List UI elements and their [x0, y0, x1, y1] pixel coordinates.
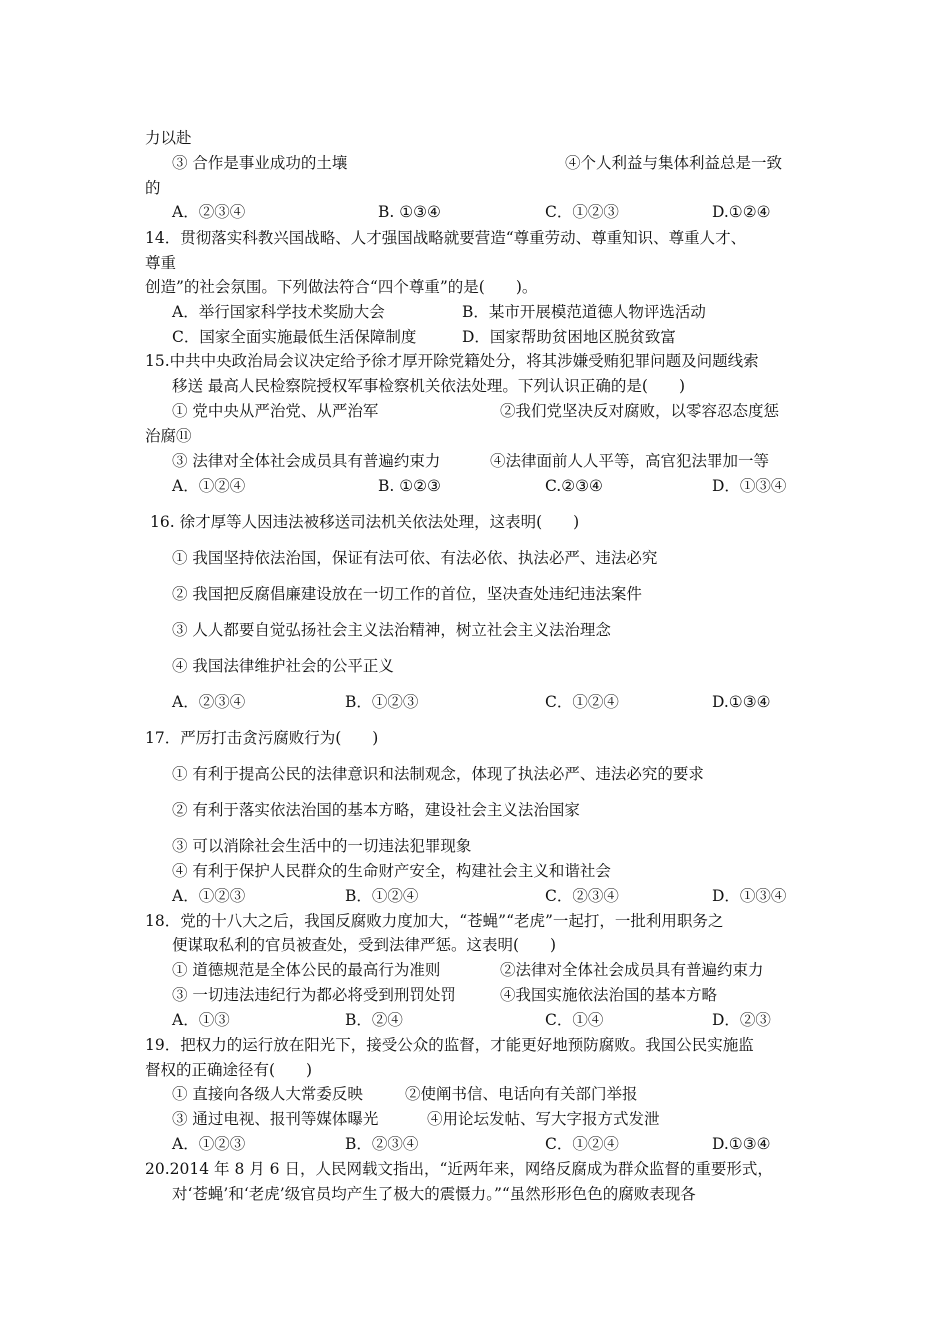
text-line: ③ 人人都要自觉弘扬社会主义法治精神，树立社会主义法治理念 [172, 621, 611, 639]
question-18: 18．党的十八大之后，我国反腐败力度加大，“苍蝇”“老虎”一起打，一批利用职务之 [145, 912, 724, 930]
option-c: C.②③④ [545, 477, 603, 495]
option-d: D．②③ [712, 1011, 771, 1029]
text-line: ④我国实施依法治国的基本方略 [500, 986, 718, 1004]
option-c: C．①②④ [545, 1135, 619, 1153]
option-d: D.①③④ [712, 693, 771, 711]
option-c: C．②③④ [545, 887, 619, 905]
option-d: D．①③④ [712, 887, 787, 905]
text-line: ④用论坛发帖、写大字报方式发泄 [427, 1110, 660, 1128]
option-a: A．②③④ [172, 693, 246, 711]
text-line: ②使阐书信、电话向有关部门举报 [405, 1085, 638, 1103]
text-line: 力以赴 [145, 129, 192, 147]
text-line: ① 有利于提高公民的法律意识和法制观念，体现了执法必严、违法必究的要求 [172, 765, 704, 783]
question-20: 20.2014 年 8 月 6 日，人民网载文指出，“近两年来，网络反腐成为群众监督的重要形式， [145, 1160, 773, 1178]
option-d: D.①②④ [712, 203, 771, 221]
option-a: A．①②④ [172, 477, 246, 495]
text-line: ③ 一切违法违纪行为都必将受到刑罚处罚 [172, 986, 456, 1004]
text-line: ④个人利益与集体利益总是一致 [565, 154, 783, 172]
question-19: 19．把权力的运行放在阳光下，接受公众的监督，才能更好地预防腐败。我国公民实施监 [145, 1036, 754, 1054]
text-line: ②我们党坚决反对腐败，以零容忍态度惩 [500, 402, 780, 420]
text-line: ②法律对全体社会成员具有普遍约束力 [500, 961, 764, 979]
text-line: 的 [145, 179, 161, 197]
text-line: ④ 我国法律维护社会的公平正义 [172, 657, 394, 675]
text-line: 便谋取私利的官员被查处，受到法律严惩。这表明( ) [172, 936, 557, 954]
text-line: 创造”的社会氛围。下列做法符合“四个尊重”的是( )。 [145, 278, 538, 296]
option-d: D．国家帮助贫困地区脱贫致富 [462, 328, 676, 346]
text-line: ① 我国坚持依法治国，保证有法可依、有法必依、执法必严、违法必究 [172, 549, 658, 567]
text-line: 尊重 [145, 254, 177, 272]
text-line: 对‘苍蝇’和‘老虎’级官员均产生了极大的震慑力。”“虽然形形色色的腐败表现各 [172, 1185, 696, 1203]
option-b: B. ①③④ [378, 203, 441, 221]
text-line: ② 有利于落实依法治国的基本方略，建设社会主义法治国家 [172, 801, 580, 819]
text-line: 督权的正确途径有( ) [145, 1061, 313, 1079]
option-a: A．①③ [172, 1011, 230, 1029]
text-line: 治腐⑪ [145, 427, 192, 445]
option-a: A．①②③ [172, 1135, 246, 1153]
text-line: ③ 合作是事业成功的土壤 [172, 154, 348, 172]
option-b: B．①②④ [345, 887, 419, 905]
option-c: C．国家全面实施最低生活保障制度 [172, 328, 417, 346]
option-a: A．①②③ [172, 887, 246, 905]
question-14: 14．贯彻落实科教兴国战略、人才强国战略就要营造“尊重劳动、尊重知识、尊重人才、 [145, 229, 747, 247]
option-a: A．②③④ [172, 203, 246, 221]
text-line: ① 党中央从严治党、从严治军 [172, 402, 379, 420]
option-b: B．①②③ [345, 693, 419, 711]
question-15: 15.中共中央政治局会议决定给予徐才厚开除党籍处分，将其涉嫌受贿犯罪问题及问题线索 [145, 352, 759, 370]
option-a: A．举行国家科学技术奖励大会 [172, 303, 385, 321]
option-c: C．①②④ [545, 693, 619, 711]
option-d: D．①③④ [712, 477, 787, 495]
option-c: C．①④ [545, 1011, 604, 1029]
text-line: ① 直接向各级人大常委反映 [172, 1085, 363, 1103]
text-line: ④法律面前人人平等，高官犯法罪加一等 [490, 452, 770, 470]
option-d: D.①③④ [712, 1135, 771, 1153]
option-b: B．②③④ [345, 1135, 419, 1153]
option-b: B．某市开展模范道德人物评选活动 [462, 303, 706, 321]
option-b: B. ①②③ [378, 477, 441, 495]
text-line: 移送 最高人民检察院授权军事检察机关依法处理。下列认识正确的是( ) [172, 377, 686, 395]
text-line: ③ 法律对全体社会成员具有普遍约束力 [172, 452, 441, 470]
option-c: C．①②③ [545, 203, 619, 221]
text-line: ① 道德规范是全体公民的最高行为准则 [172, 961, 441, 979]
question-17: 17．严厉打击贪污腐败行为( ) [145, 729, 379, 747]
text-line: ③ 可以消除社会生活中的一切违法犯罪现象 [172, 837, 472, 855]
text-line: ④ 有利于保护人民群众的生命财产安全，构建社会主义和谐社会 [172, 862, 611, 880]
option-b: B．②④ [345, 1011, 403, 1029]
text-line: ③ 通过电视、报刊等媒体曝光 [172, 1110, 379, 1128]
question-16: 16. 徐才厚等人因违法被移送司法机关依法处理，这表明( ) [150, 513, 580, 531]
text-line: ② 我国把反腐倡廉建设放在一切工作的首位，坚决查处违纪违法案件 [172, 585, 642, 603]
